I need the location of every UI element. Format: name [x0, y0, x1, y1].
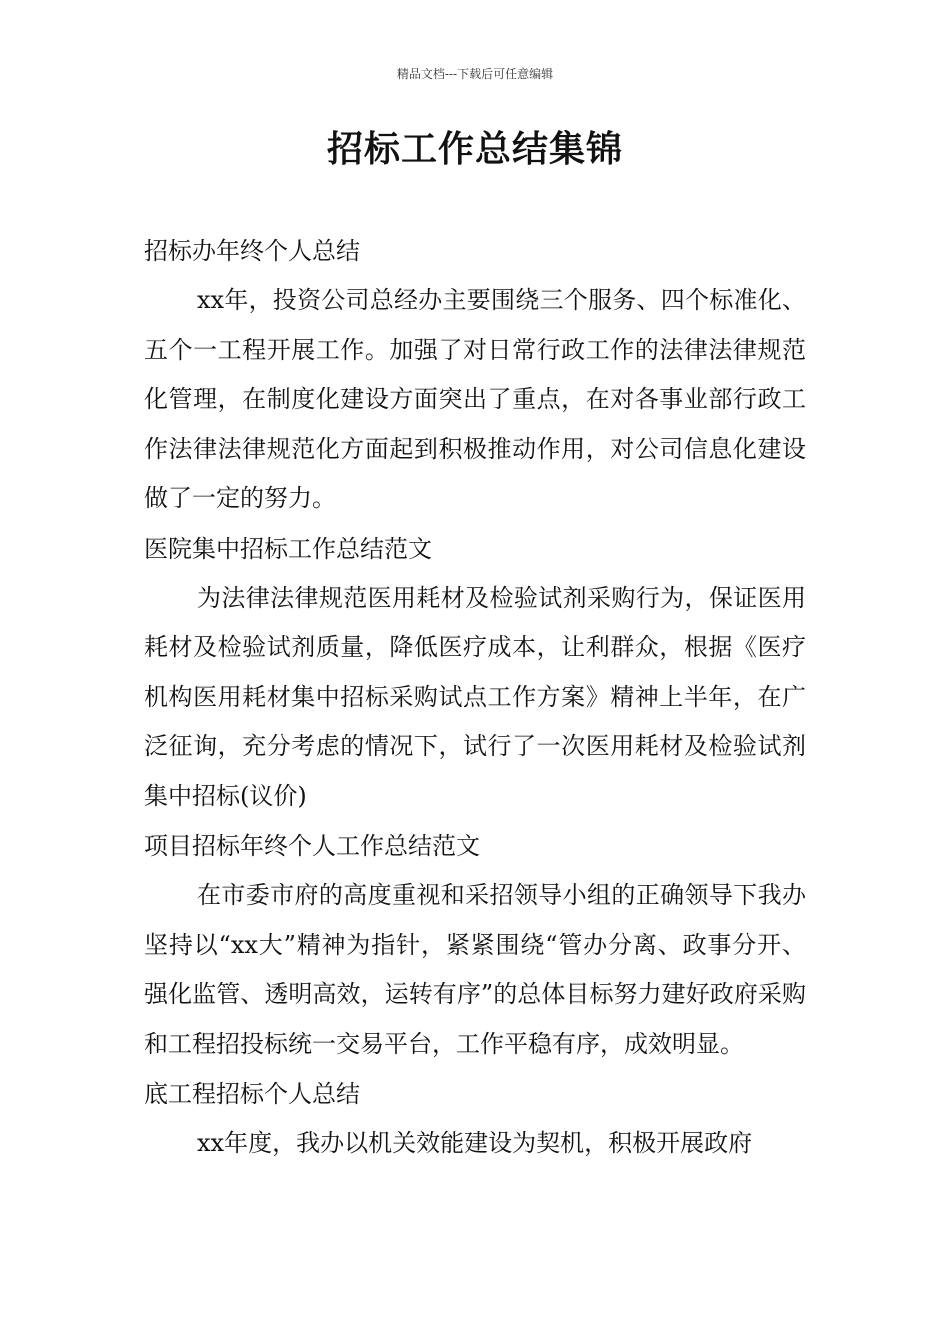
section-heading: 招标办年终个人总结: [144, 237, 360, 265]
section-paragraph: 为法律法律规范医用耗材及检验试剂采购行为，保证医用耗材及检验试剂质量，降低医疗成本，让利群众，根据《医疗机构医用耗材集中招标采购试点工作方案》精神上半年，在广泛征询，充分考虑的情况下，试行了一次医用耗材及检验试剂集中招标(议价): [144, 583, 806, 810]
section-heading: 底工程招标个人总结: [144, 1080, 360, 1108]
section-heading: 医院集中招标工作总结范文: [144, 534, 432, 563]
section-paragraph: xx年度，我办以机关效能建设为契机，积极开展政府: [197, 1129, 753, 1157]
header-note: 精品文档---下载后可任意编辑: [396, 67, 554, 81]
document-title: 招标工作总结集锦: [326, 129, 623, 170]
section-paragraph: xx年，投资公司总经办主要围绕三个服务、四个标准化、五个一工程开展工作。加强了对日常行政工作的法律法律规范化管理，在制度化建设方面突出了重点，在对各事业部行政工作法律法律规范化方面起到积极推动作用，对公司信息化建设做了一定的努力。: [144, 286, 806, 512]
document-body: [144, 226, 806, 1169]
section-paragraph: 在市委市府的高度重视和采招领导小组的正确领导下我办坚持以“xx大”精神为指针，紧紧围绕“管办分离、政事分开、强化监管、透明高效，运转有序”的总体目标努力建好政府采购和工程招投标统一交易平台，工作平稳有序，成效明显。: [144, 881, 806, 1058]
section-heading: 项目招标年终个人工作总结范文: [144, 832, 480, 860]
